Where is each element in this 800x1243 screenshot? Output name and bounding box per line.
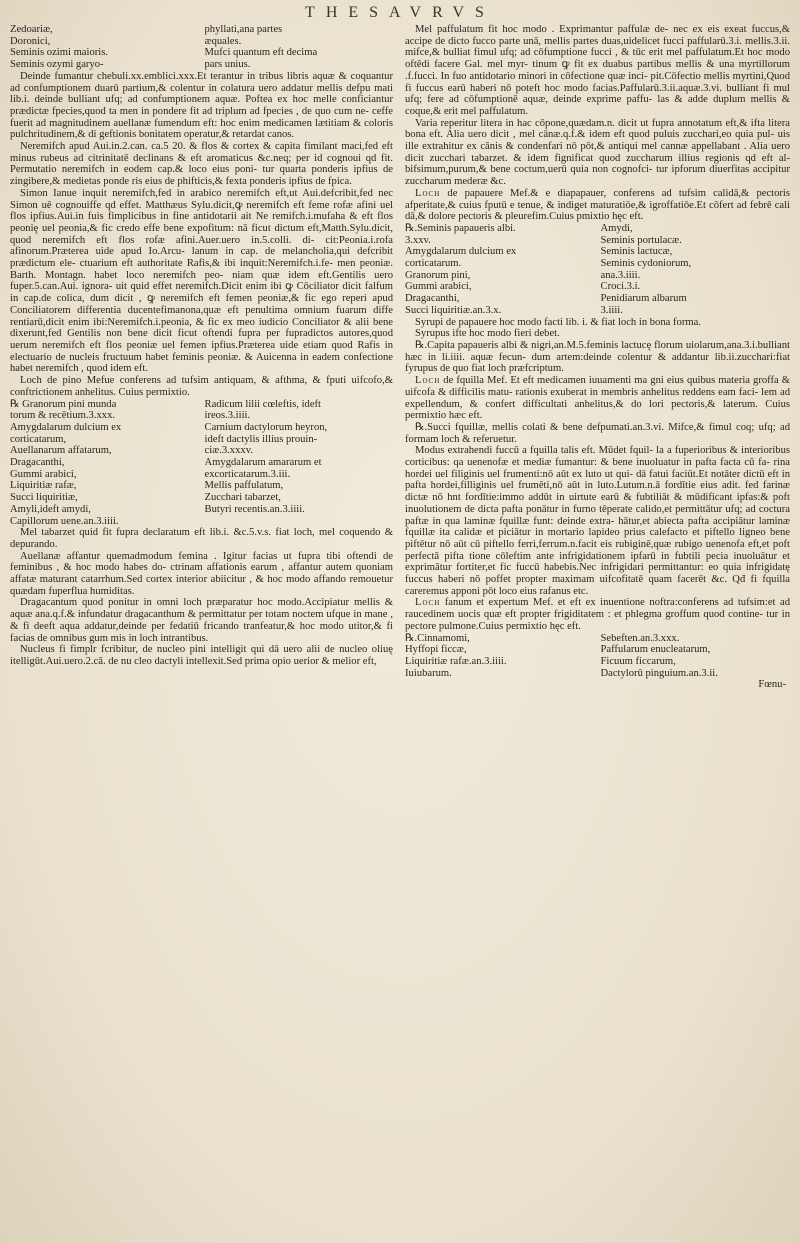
- list-item: 3.iiii.: [600, 304, 623, 316]
- paragraph: Syrupi de papauere hoc modo facti lib. i. & fiat loch in bona forma.: [415, 316, 701, 328]
- list-item: Iuiubarum.: [405, 667, 452, 679]
- paragraph: Neremifch apud Aui.in.2.can. ca.5 20. & flos & cortex & capita fimilant maci,fed eft minus rubeus ad citrinitatē declinans & eft aromaticus &c.neq; per id cognoui qd fit. Permutatio neremifch in eodem cap.& loco eius poni- tur quarta ponderis ipfius de zingibere,& medietas ponde ris eius de phifticis,& fexta ponderis ipfius de fpica.: [10, 141, 393, 188]
- list-item: Seminis cydoniorum,: [600, 258, 692, 270]
- list-item: ciæ.3.xxxv.: [204, 445, 253, 457]
- list-item: Ficuum ficcarum,: [600, 655, 676, 667]
- list-item: Croci.3.i.: [600, 281, 641, 293]
- list-item: Seminis lactucæ,: [600, 246, 673, 258]
- list-item: Amygdalarum amararum et: [204, 457, 322, 469]
- list-item: Capillorum uene.an.3.iiii.: [10, 515, 119, 527]
- paragraph: Dragacantum quod ponitur in omni loch præparatur hoc modo.Accipiatur mellis & aquæ ana.q.f.& infundatur dragacanthum & permittatur per totam noctem ufque in mane , & fi deeft aqua addatur,deinde per fedatiū fricando tranfeatur,& hoc modo utitor,& fi facias de omnibus gum mis in loch intrantibus.: [10, 597, 393, 644]
- list-item: ℞.Cinnamomi,: [405, 632, 470, 644]
- list-item: Mufci quantum eft decima: [204, 47, 318, 59]
- list-item: Amygdalarum dulcium ex: [10, 421, 122, 433]
- list-item: Seminis ozymi garyo-: [10, 59, 104, 71]
- list-item: æquales.: [204, 35, 242, 47]
- recipe-list: [405, 223, 790, 317]
- list-item: pars unius.: [204, 59, 251, 71]
- list-item: Butyri recentis.an.3.iiii.: [204, 503, 305, 515]
- paragraph: ℞.Succi fquillæ, mellis colati & bene defpumati.an.3.vi. Mifce,& fimul coq; ufq; ad formam loch & referuetur.: [405, 421, 790, 445]
- paragraph: ℞.Capita papaueris albi & nigri,an.M.5.feminis lactucę florum uiolarum,ana.3.i.bulliant hæc in li.iiii. aquæ fecun- dum artem:deinde colentur & addantur lib.ii.zucchari:fiat fyrupus de quo fiat loch præfcriptum.: [405, 339, 790, 375]
- list-item: Amydi,: [600, 222, 633, 234]
- list-item: Dragacanthi,: [405, 293, 460, 305]
- paragraph: Mel tabarzet quid fit fupra declaratum eft lib.i. &c.5.v.s. fiat loch, mel coquendo & depurando.: [10, 527, 393, 550]
- ingredient-list-top: [10, 24, 393, 71]
- recipe-list: [10, 399, 393, 528]
- list-item: Zedoariæ,: [10, 24, 53, 35]
- paragraph: Varia reperitur litera in hac cōpone,quædam.n. dicit ut fupra annotatum eft,& ifta litera bona eft. Alia uero dicit , mel cānæ.q.f.& idem eft quod puluis zucchari,eo quia pul- uis ille extrahitur ex cānis & condenfari nō pōt,& antiqui mel cannæ appellabant . Alia uero dicit zucchari tabarzet. & idem fignificat quod zuccharum illius regionis qd eft al- bifsimum,purum,& bene coctum,uerū quia non cognofci- tur ipforum diuerfitas accipitur zuccharum mederæ &c.: [405, 117, 790, 188]
- list-item: ana.3.iiii.: [600, 269, 641, 281]
- list-item: excorticatarum.3.iii.: [204, 468, 291, 480]
- list-item: ℞ Granorum pini munda: [10, 398, 117, 410]
- list-item: Seminis portulacæ.: [600, 234, 682, 246]
- section-lead-word: Loch: [415, 187, 441, 199]
- paragraph: Deinde fumantur chebuli.xx.emblici.xxx.Et terantur in tribus libris aquæ & coquantur ad confumptionem duarū partium,& colentur in colatura uero addatur mellis defpu mati lib.i. deinde bulliant ufq; ad confumptionem aquæ. Poftea ex hoc melle conficiantur prædictæ fpecies,quod ta men in pondere fit ad triplum ad fpecies , de quo cum ne- ceffe fuerit ad magnitudinem auellanæ fumendum eft: hoc enim medicamen lætitiam & coloris pulchritudinem,& di geftionis bonitatem operatur,& retardat canos.: [10, 70, 393, 141]
- running-head: THESAVRVS: [305, 4, 495, 21]
- list-item: corticatarum.: [405, 258, 462, 270]
- list-item: Doronici,: [10, 35, 51, 47]
- paragraph-text: fanum et expertum Mef. et eft ex inuentione noftra:conferens ad tufsim:et ad raucedinem uocis quæ eft propter frigiditatem : et phlegma groffum quod contine- tur in pectore pulmone.Cuius permixtio hęc eft.: [405, 597, 790, 632]
- recipe-list: [405, 633, 790, 680]
- list-item: Amygdalarum dulcium ex: [405, 246, 517, 258]
- list-item: corticatarum,: [10, 433, 67, 445]
- section-lead-word: Loch: [415, 597, 441, 609]
- list-item: torum & recētium.3.xxx.: [10, 410, 116, 422]
- list-item: Mellis paffulatum,: [204, 480, 284, 492]
- list-item: Zucchari tabarzet,: [204, 492, 281, 504]
- list-item: Penidiarum albarum: [600, 293, 687, 305]
- catchword: Fœnu-: [758, 679, 786, 691]
- list-item: Gummi arabici,: [10, 468, 77, 480]
- list-item: Radicum lilii cœleftis, ideft: [204, 398, 322, 410]
- section-lead-word: Loch: [415, 375, 441, 387]
- list-item: Liquiritiæ rafæ,: [10, 480, 77, 492]
- left-column: [10, 24, 393, 668]
- list-item: Succi liquiritiæ,: [10, 492, 78, 504]
- paragraph: Nucleus fi fimplr fcribitur, de nucleo pini intelligit qui dā uero alii de nucleo oliuę itelligūt.Aui.uero.2.cā. de nu cleo dactyli intellexit.Sed prima opio uerior & melior eft,: [10, 644, 393, 667]
- list-item: ireos.3.iiii.: [204, 410, 251, 422]
- list-item: Seminis ozimi maioris.: [10, 47, 108, 59]
- list-item: Sebeften.an.3.xxx.: [600, 632, 680, 644]
- paragraph-text: de fquilla Mef. Et eft medicamen iuuamenti ma gni eius quibus materia groffa & uifcofa & difficilis matu- rationis exuberat in membris anhelitus reddens eam faci- lem ad expellendum, & confert difficultati anhelitus,& do lori pectoris,& laterum. Cuius permixtio hæc eft.: [405, 375, 790, 422]
- paragraph: [405, 375, 790, 422]
- paragraph: [405, 188, 790, 223]
- list-item: Dragacanthi,: [10, 457, 65, 469]
- list-item: Carnium dactylorum heyron,: [204, 421, 328, 433]
- paragraph-text: de papauere Mef.& e diapapauer, conferens ad tufsim calidā,& pectoris afperitate,& cuius fputū e tenue, & indiget maturatiōe,& igroffatiōe.Et cōfert ad febrē cali dā,& dolore pectoris & pleurefim.Cuius pmixtio hęc eft.: [405, 187, 790, 223]
- paragraph: Auellanæ affantur quemadmodum femina . Igitur facias ut fupra tibi oftendi de feminibus , & hoc modo habes do- ctrinam affationis earum , affantur autem quoniam affatæ maturant catarrhum.Sed cortex interior abiicitur , & hoc modo affando remouetur quædam fuperflua humiditas.: [10, 550, 393, 597]
- list-item: 3.xxv.: [405, 234, 431, 246]
- paragraph: Syrupus ifte hoc modo fieri debet.: [415, 328, 560, 340]
- list-item: Gummi arabici,: [405, 281, 472, 293]
- list-item: Hyffopi ficcæ,: [405, 644, 467, 656]
- list-item: Dactylorū pinguium.an.3.ii.: [600, 667, 718, 679]
- paragraph: Simon Ianue inquit neremifch,fed in arabico neremifch eft,ut Aui.defcribit,fed nec Simon uē cognouiffe qd effet. Matthæus Sylu.dicit,ꝙ neremifch eft feme rofæ afini uel flos ipfius.Aui.in fuis fimplicibus in fine antidotarii ait Ne remifch.i.mufaha & eft flos peonię uel peonia,& fic credo effe bene expofitum: nā ficut dictum eft,Matth.Sylu.dicit, quod neremifch eft flos rofæ afini.Auer.uero in.5.colli. di- cit:Peonia.i.rofa afinorum.Præterea uide apud Io.Arcu- lanum in cap. de melancholia,qui defcribit prædictum ele- ctuarium eft authoritate Rafis,& ibi inquit:Neremifch.i.fe- men peoniæ. Barth. Montagn. habet loco neremifch peo- niam quæ idem eft.Gentilis uero fuper.5.can.Aui. ignora- uit quid effet neremifch.Dicit enim ibi ꝙ Cōciliator dicit falfum in cap.de colica, dum dicit , ꝙ neremifch eft femen peoniæ,& fic ego reperi apud Conciliatorem differentia ducentefimanona,quæ eft penultima omnium fuarum diffe rentiarū,dicit enim ibi:Neremifch.i.peonia, & fic ex meo iudicio Conciliator & alii bene dixerunt,fed Gentilis non bene dicit ficut oftendi fupra per fupradictos autores,quod uerum neremifch eft flos peoniæ uel femen ipfius.Præterea uide etiam quod Rafis in electuario de nucleis fructuum habet feminis peoniæ. & Auicenna in eadem confectione habet neremifch , quod idem eft.: [10, 187, 393, 375]
- paragraph: Loch de pino Mefue conferens ad tufsim antiquam, & afthma, & fputi uifcofo,& conftrictionem anhelitus. Cuius permixtio.: [10, 375, 393, 398]
- paragraph: [405, 597, 790, 632]
- list-item: Paffularum enucleatarum,: [600, 644, 711, 656]
- right-column: [405, 24, 790, 691]
- list-item: phyllati,ana partes: [204, 24, 283, 35]
- list-item: ideft dactylis illius prouin-: [204, 433, 318, 445]
- list-item: ℞.Seminis papaueris albi.: [405, 222, 516, 234]
- list-item: Auellanarum affatarum,: [10, 445, 112, 457]
- list-item: Succi liquiritiæ.an.3.x.: [405, 304, 502, 316]
- paragraph: Modus extrahendi fuccū a fquilla talis eft. Mūdet fquil- la a fuperioribus & interioribus corticibus: qa uenenofæ et mediæ fumantur: & bene inuoluatur in pafta facta cū fa- rina hordei uel filiginis uel frumenti:nō aūt ex luto ut qui- dā fatui faciūt.Et notāter dictū eft in pafta hordei,filliginis uel frumēti,nō aūt in luto.Lutum.n.ā fordītie eius adit. fed farinæ dictæ nō hnt fordītie:immo addūt in uirtute earū & fubtiliāt & mūdificant ipfas:& poft inuolutionem de dicta pafta ponātur in furno tēperate calido,et permittātur ufq; ad coctura paftæ in qua laminæ fquillæ funt: deinde extra- hātur,et abiecta pafta accipiātur laminæ fquillæ ita calidæ et piciātur in mortario lapideo prius calefacto et piftello ligneo bene piftētur nō aūt cū piftello ferri,ferrum.n.facit eis rubiginē,quæ rubigo uenenofa eft,et poft perfectā pifta tione cōleftim ante infrigidationem ipfarū in fubtili pecia inuoluātur et exprimātur fortiter,et fic fuccū habebis.Nec infrigidari permittantur: eo quia infrigidatę fuccus haberi nō poffet propter maximam uifcofitatē quam facerēt &c. Qđ fi fquilla careremus apponi pōt loco eius rafanus etc.: [405, 445, 790, 597]
- list-item: Liquiritiæ rafæ.an.3.iiii.: [405, 655, 507, 667]
- list-item: Granorum pini,: [405, 269, 471, 281]
- paragraph: Mel paffulatum fit hoc modo . Exprimantur paffulæ de- nec ex eis exeat fuccus,& accipe de dicto fucco parte unā, mellis partes duas,uidelicet fucci paffularū.3.i. mellis.3.ii. mifce,& bulliat fimul ufq; ad cōfumptione fucci , & tūc erit mel paffulatum.Et hoc modo oftēdi facere Gal. mel myr- tinum ꝙ fit ex duabus partibus mellis & una myrtillorum .f.fucci. In fuo antidotario minori in cōfectione quæ inci- pit.Cōfectio mellis myrtini,Quod fi fuccus earū haberi nō poteft hoc modo facias.Paffularū.3.ii.aquæ.3.vi. bulliant fi mul ufq; fere ad cōfumptionē aquæ, deinde exprime paffu- las & adde duplum mellis & coque,& erit mel paffulatum.: [405, 24, 790, 117]
- list-item: Amyli,ideft amydi,: [10, 503, 91, 515]
